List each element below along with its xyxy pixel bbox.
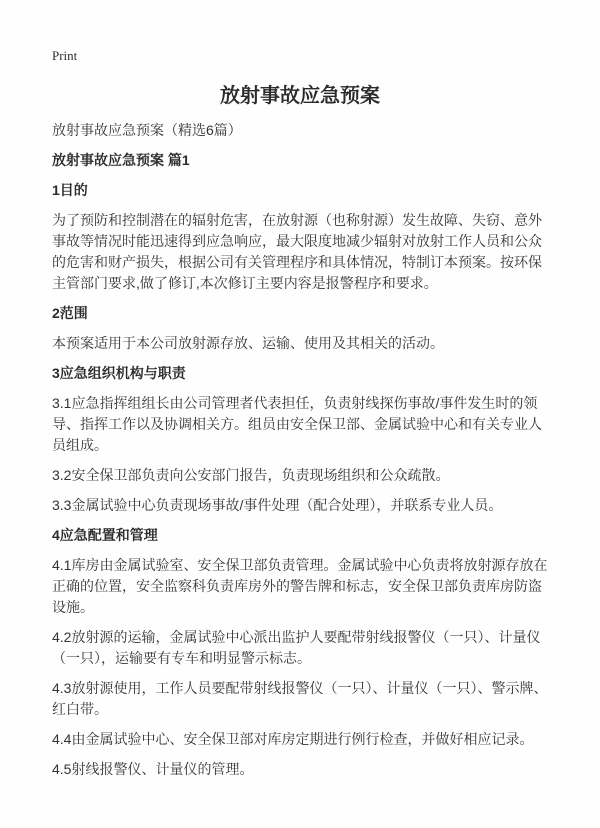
para-3-1: 3.1应急指挥组组长由公司管理者代表担任，负责射线探伤事故/事件发生时的领导、指挥工作以及协调相关方。组员由安全保卫部、金属试验中心和有关专业人员组成。 [52,395,542,453]
heading-2-scope: 2范围 [52,305,88,321]
heading-3-organization: 3应急组织机构与职责 [52,365,186,381]
para-4-1: 4.1库房由金属试验室、安全保卫部负责管理。金属试验中心负责将放射源存放在正确的位置，安全监察科负责库房外的警告牌和标志，安全保卫部负责库房防盗设施。 [52,557,548,615]
heading-1-purpose: 1目的 [52,182,88,198]
para-purpose: 为了预防和控制潜在的辐射危害，在放射源（也称射源）发生故障、失窃、意外事故等情况时能迅速得到应急响应，最大限度地减少辐射对放射工作人员和公众的危害和财产损失，根据公司有关管理程序和具体情况，特制订本预案。按环保主管部门要求,做了修订,本次修订主要内容是报警程序和要求。 [52,212,542,291]
para-3-3: 3.3金属试验中心负责现场事故/事件处理（配合处理），并联系专业人员。 [52,497,503,513]
para-3-2: 3.2安全保卫部负责向公安部门报告，负责现场组织和公众疏散。 [52,467,450,483]
para-scope: 本预案适用于本公司放射源存放、运输、使用及其相关的活动。 [52,335,444,351]
heading-4-configuration: 4应急配置和管理 [52,527,158,543]
article-heading-pian1: 放射事故应急预案 篇1 [52,152,190,168]
para-4-2: 4.2放射源的运输，金属试验中心派出监护人要配带射线报警仪（一只）、计量仪（一只），运输要有专车和明显警示标志。 [52,629,541,666]
para-4-3: 4.3放射源使用，工作人员要配带射线报警仪（一只）、计量仪（一只）、警示牌、红白带。 [52,680,548,717]
page-title: 放射事故应急预案 [220,85,380,107]
para-4-5: 4.5射线报警仪、计量仪的管理。 [52,761,254,777]
para-4-4: 4.4由金属试验中心、安全保卫部对库房定期进行例行检查，并做好相应记录。 [52,731,534,747]
print-button[interactable]: Print [52,48,78,63]
document-subtitle: 放射事故应急预案（精选6篇） [52,122,242,138]
